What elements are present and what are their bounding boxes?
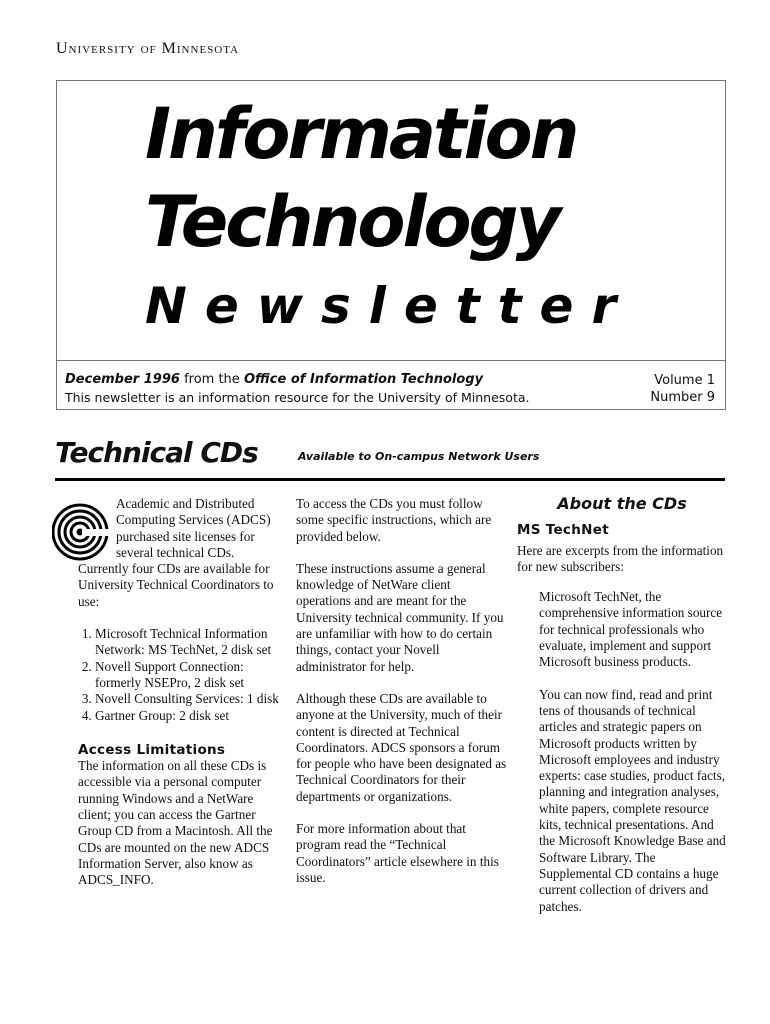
masthead-title-line3: Newsletter (145, 277, 635, 335)
access-heading: Access Limitations (78, 741, 226, 758)
office-name: Office of Information Technology (243, 372, 484, 387)
article-divider (55, 478, 725, 481)
masthead-title-line1: Information (145, 93, 577, 175)
intro-paragraph: Academic and Distributed Computing Services (ADCS) purchased site licenses for several technical CDs. Currently four CDs are available for University Technical Coordinators to use: (78, 496, 274, 609)
column-2 (296, 496, 508, 902)
masthead-title-line2: Technology (145, 181, 559, 263)
column-3 (517, 496, 727, 931)
list-item: 2. Novell Support Connection: formerly NSEPro, 2 disk set (95, 659, 282, 692)
technet-quote (539, 589, 727, 915)
paragraph: These instructions assume a general knowledge of NetWare client operations and are meant for the University technical community. If you are unfamiliar with how to do certain things, contact your Novell administrator for help. (296, 560, 504, 674)
university-name: University of Minnesota (56, 40, 240, 57)
paragraph: For more information about that program read the “Technical Coordinators” article elsewhere in this issue. (296, 821, 499, 885)
volume-info (650, 372, 715, 406)
paragraph: To access the CDs you must follow some specific instructions, which are provided below. (296, 496, 492, 544)
masthead (56, 80, 726, 410)
article-title: Technical CDs (55, 436, 258, 469)
issue-info (65, 372, 483, 387)
paragraph: Although these CDs are available to anyone at the University, much of their content is directed at Technical Coordinators. ADCS sponsors a forum for people who have been designated as Technical Coordinators for their departments or organizations. (296, 690, 507, 804)
quote-paragraph: Microsoft TechNet, the comprehensive information source for technical professionals who evaluate, implement and support Microsoft business products. (539, 589, 723, 670)
from-text: from the (184, 372, 240, 387)
cd-list (78, 626, 282, 724)
quote-paragraph: You can now find, read and print tens of thousands of technical articles and strategic papers on Microsoft products written by Microsoft employees and industry experts: case studies, product facts, planning and integration analyses, white papers, complete resource kits, technical presentations. And the Microsoft Knowledge Base and Software Library. The Supplemental CD contains a huge current collection of drivers and patches. (539, 686, 726, 914)
access-paragraph: The information on all these CDs is accessible via a personal computer running Windows and a NetWare client; you can access the Gartner Group CD from a Macintosh. All the CDs are mounted on the new ADCS Information Server, also know as ADCS_INFO. (78, 758, 273, 888)
article-subtitle: Available to On-campus Network Users (298, 450, 540, 463)
technet-heading: MS TechNet (517, 522, 609, 539)
issue-number: Number 9 (650, 390, 715, 405)
list-item: 4. Gartner Group: 2 disk set (95, 708, 282, 724)
volume: Volume 1 (654, 373, 715, 388)
issue-date: December 1996 (65, 372, 180, 387)
about-heading: About the CDs (557, 494, 687, 513)
column-1 (78, 496, 282, 905)
masthead-divider (57, 360, 725, 361)
technet-intro: Here are excerpts from the information for new subscribers: (517, 542, 724, 574)
list-item: 3. Novell Consulting Services: 1 disk (95, 691, 282, 707)
list-item: 1. Microsoft Technical Information Network: MS TechNet, 2 disk set (95, 626, 282, 659)
cd-logo-icon (52, 496, 114, 568)
masthead-subtitle: This newsletter is an information resource for the University of Minnesota. (65, 390, 530, 405)
